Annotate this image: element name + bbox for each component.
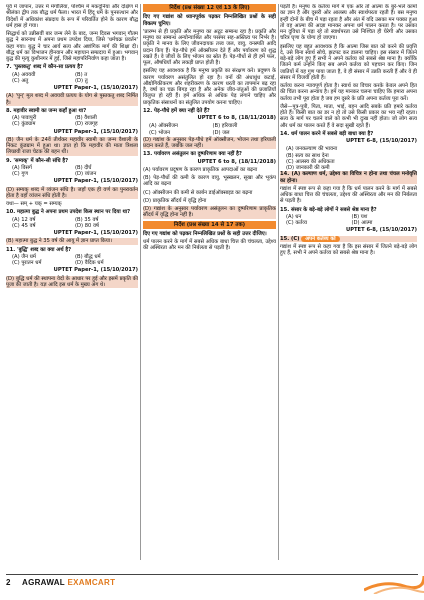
option[interactable]: (B) दीर्घ (75, 164, 92, 171)
exam-source: UPTET 6 to 8, (18/11/2018) (197, 115, 276, 121)
section-header: निर्देश (प्रश्न संख्या 12 एवं 13 के लिए) (143, 4, 276, 12)
column-middle (143, 4, 276, 564)
option[interactable]: (A) अवयवी (12, 71, 36, 78)
answer-explanation: (B) जैन धर्म के 24वें तीर्थंकर महावीर स्वामी का जन्म वैशाली के निकट कुंडग्राम में हुआ था। ज्ञात हो कि महावीर की माता त्रिशला लिच्छवी राजा चेटक की बहन थीं। (6, 136, 138, 156)
answer-explanation: (D) गद्यांश के अनुसार पर्यावरण असंतुलन का दुष्परिणाम प्राकृतिक सौंदर्य में वृद्धि होना नहीं है। (143, 206, 276, 219)
option[interactable]: (D) प्राकृतिक सौंदर्य में वृद्धि होना (143, 197, 207, 204)
option[interactable]: (D) जल (212, 129, 230, 136)
answer-detail: गद्यांश में स्पष्ट रूप से कहा गया है कि धर्म पालन करने के मार्ग में सबसे अधिक बाधा चित्त की चंचलता, उद्देश्य की अस्थिरता और मन की निर्बलता से पड़ती है। (280, 185, 417, 205)
exam-source: UPTET Paper-1, (15/10/2017) (53, 128, 138, 135)
exam-source: UPTET Paper-1, (15/10/2017) (53, 267, 138, 274)
option[interactable]: (A) 12 वर्ष (12, 216, 36, 223)
passage-paragraph: जैसे—पुत्र-पुत्री, पिता, माता, भाई, बहन आदि सबके प्रति हमारे कर्तव्य होते हैं। किसी बात का डर न हो तो उसे किसी प्रकार का भय नहीं रहता। सत्य के मार्ग पर चलने वाले को कभी भी दुःख नहीं होता। जो लोग सत्य और धर्म का पालन करते हैं वे सदा सुखी रहते हैं। (280, 103, 417, 129)
question-8-options (12, 115, 138, 128)
question-7-options (12, 72, 138, 85)
question-10-options (12, 217, 138, 230)
question-13: 13. पर्यावरण असंतुलन का दुष्परिणाम क्या नहीं है? (143, 151, 242, 158)
page-footer (0, 574, 424, 592)
question-15: 15. संसार के बड़े-बड़े लोगों ने सबसे श्रेष्ठ माना है? (280, 206, 377, 213)
option[interactable]: (C) अतु (12, 77, 29, 84)
answer-explanation: (D) गद्यांश के अनुसार पेड़-पौधे हमें ऑक्सीजन, भोजन तथा हरियाली प्रदान करते हैं, जबकि जल नहीं। (143, 136, 276, 149)
brand-logo (22, 578, 115, 587)
option[interactable]: (C) गुण (12, 171, 28, 177)
passage-paragraph: पड़ती है। मनुष्य के कर्तव्य मार्ग में एक ओर तो आत्मा के बुरे-भले कामों का ज्ञान है और दूसरी ओर आलस्य और स्वार्थपरता रहती है। बस मनुष्य इन्हीं दोनों के बीच में पड़ा रहता है और अंत में यदि उसका मन पक्का हुआ तो वह आत्मा की आज्ञा मानकर अपना धर्म पालन करता है। पर उसका मन दुविधा में पड़ा रहे तो स्वार्थपरता उसे निश्चित ही घेरेगी और उसका चरित्र घृणा के योग्य हो जाएगा। (280, 4, 417, 42)
option[interactable]: (C) कर्तव्य (286, 220, 308, 226)
passage-paragraph: इसलिए यह आवश्यक है कि मनुष्य प्रकृति का संरक्षण करे। प्रदूषण के कारण पर्यावरण असंतुलित हो रहा है। वनों की अंधाधुंध कटाई, औद्योगिकीकरण और शहरीकरण के कारण धरती का तापमान बढ़ रहा है, वर्षा का चक्र बिगड़ रहा है और अनेक जीव-जंतुओं की प्रजातियाँ विलुप्त हो रही हैं। हमें अधिक से अधिक पेड़ लगाने चाहिए और प्राकृतिक संसाधनों का संतुलित उपयोग करना चाहिए। (143, 68, 276, 106)
column-right (280, 4, 417, 564)
page-number: 2 (6, 578, 11, 587)
question-15-options (286, 214, 417, 227)
option[interactable]: (A) जनकल्याण की भावना (286, 146, 338, 153)
option[interactable]: (A) पावापुरी (12, 115, 37, 121)
option[interactable]: (B) बौद्ध धर्म (75, 253, 101, 260)
question-11: 11. 'बुद्धि' शब्द का क्या अर्थ है? (6, 246, 72, 253)
question-8: 8. महावीर स्वामी का जन्म कहाँ हुआ था? (6, 107, 87, 114)
option[interactable]: (D) जानकारी की कमी (286, 165, 330, 171)
option[interactable]: (A) पर्यावरण प्रदूषण के कारण प्राकृतिक आपदाओं का बढ़ना (143, 166, 258, 173)
exam-source: UPTET Paper-1, (15/10/2017) (53, 85, 138, 91)
exam-source: UPTET Paper-1, (15/10/2017) (53, 230, 138, 236)
option[interactable]: (C) ऑक्सीजन की कमी से कार्बन डाईऑक्साइड का बढ़ना (143, 189, 253, 196)
answer-explanation (280, 236, 417, 242)
option[interactable]: (C) भोजन (149, 129, 171, 136)
option[interactable]: (D) 80 वर्ष (75, 222, 99, 229)
column-divider (278, 4, 279, 560)
answer-label: 15. (C) (280, 235, 300, 242)
option[interactable]: (D) वैदिक धर्म (75, 260, 104, 266)
question-9-options (12, 165, 138, 178)
instruction: दिए गए गद्यांश को ध्यानपूर्वक पढ़कर निम्नलिखित प्रश्नों के सही विकल्प चुनिए। (143, 14, 276, 27)
option[interactable]: (C) पुरातन धर्म (12, 260, 42, 266)
section-header: निर्देश (प्रश्न संख्या 14 से 17 तक) (143, 221, 276, 229)
option[interactable]: (B) यश (351, 213, 368, 220)
question-10: 10. महात्मा बुद्ध ने अपना प्रथम उपदेश किस स्थान पर दिया था? (6, 209, 131, 216)
question-9: 9. 'सम्यक्' में कौन-सी संधि है? (6, 157, 69, 164)
passage-paragraph: कर्तव्य करना न्यायपूर्ण होता है। स्वार्थ का विचार करके केवल अपने हित की चिंता करना अन्याय है। हमें यह मानकर चलना चाहिए कि हमारा अपना कर्तव्य तभी पूरा होता है जब हम दूसरे के प्रति अपना कर्तव्य पूरा करें। (280, 83, 417, 102)
paragraph: पूर्व में जापान, उत्तर में मंगोलिया, पश्चिम में मकदूनिया और दक्षिण में श्रीलंका द्वीप तक बौद्ध धर्म फैला। भारत में हिंदू धर्म के पुनरुत्थान और विदेशों में अधिकांश संप्रदाय के रूप में परिवर्तित होने के कारण बौद्ध धर्म हास हो गया। (6, 4, 138, 29)
question-12: 12. पेड़-पौधे हमें क्या नहीं देते हैं? (143, 107, 210, 114)
option[interactable]: (B) त (75, 71, 88, 78)
answer-explanation: (D) सम्यक् शब्द में व्यंजन संधि है। जहाँ एक ही वर्ण का पुनरावर्तन होता है वहाँ व्यंजन संधि होती है। (6, 186, 138, 199)
option[interactable]: (D) व्यंजन (75, 171, 97, 177)
option[interactable]: (B) सत्य का साथ देना (286, 152, 329, 159)
column-divider (140, 4, 141, 560)
option[interactable]: (A) विसर्ग (12, 164, 32, 171)
footer-ornament-icon (364, 570, 424, 594)
exam-source: UPTET 6-8, (15/10/2017) (346, 227, 417, 234)
question-7: 7. 'पुस्तकतु' शब्द में कौन-सा प्रत्यय है? (6, 64, 84, 71)
question-14-options (286, 146, 417, 171)
option[interactable]: (A) जैन धर्म (12, 253, 36, 260)
option[interactable]: (D) तु (75, 77, 88, 84)
instruction: दिए गए गद्यांश को पढ़कर निम्नलिखित प्रश्नों के सही उत्तर दीजिए। (143, 230, 267, 237)
example-line: यथा— सम् + यक् = सम्यक् (6, 201, 62, 207)
brand-part-1: AGRAWAL (22, 578, 65, 587)
option[interactable]: (C) आलस्य की अधिकता (286, 158, 335, 165)
option[interactable]: (D) राजगृह (75, 121, 98, 128)
question-11-options (12, 254, 138, 267)
option[interactable]: (B) पेड़-पौधों की कमी के कारण वायु, भूस्खलन, सूखा और भूकंप आदि का बढ़ना (143, 175, 276, 188)
option[interactable]: (A) ऑक्सीजन (149, 123, 178, 130)
option[interactable]: (D) आत्मा (351, 220, 373, 226)
option[interactable]: (B) वैशाली (75, 115, 97, 121)
option[interactable]: (A) धन (286, 213, 302, 220)
option[interactable]: (C) 45 वर्ष (12, 222, 36, 229)
exam-source: UPTET 6 to 8, (18/11/2018) (197, 158, 276, 165)
question-12-options (149, 123, 276, 136)
passage-paragraph: धर्म पालन करने के मार्ग में सबसे अधिक बाधा चित्त की चंचलता, उद्देश्य की अस्थिरता और मन की निर्बलता से पड़ती है। (143, 239, 276, 252)
answer-detail: गद्यांश में स्पष्ट रूप से कहा गया है कि इस संसार में जितने बड़े-बड़े लोग हुए हैं, सभी ने अपने कर्तव्य को सबसे श्रेष्ठ माना है। (280, 243, 417, 256)
answer-label: 14. (A) (280, 171, 301, 178)
answer-highlight: अपने कर्तव्य को (301, 236, 339, 242)
column-left (6, 4, 138, 564)
exam-source: UPTET Paper-1, (15/10/2017) (53, 178, 138, 185)
question-14: 14. धर्म पालन करने में सबसे बड़ी बाधा क्या है? (280, 130, 374, 137)
option[interactable]: (B) 35 वर्ष (75, 216, 99, 223)
paragraph: सिद्धार्थ को उन्नीसवीं बार जन्म लेने के बाद, जन्म दिवस भगवान् गौतम बुद्ध ने सारनाथ में अपना प्रथम उपदेश दिया, जिसे 'धर्मचक्र प्रवर्तन' कहा गया। बुद्ध ने चार आर्य सत्य और अष्टांगिक मार्ग की शिक्षा दी। बौद्ध धर्म का विभाजन हीनयान और महायान सम्प्रदाय में हुआ। भगवान् बुद्ध की मृत्यु कुशीनगर में हुई, जिसे महापरिनिर्वाण कहा जाता है। (6, 31, 138, 62)
option[interactable]: (B) हरियाली (212, 123, 238, 130)
answer-explanation: (B) महात्मा बुद्ध ने 35 वर्ष की आयु में ज्ञान प्राप्त किया। (6, 238, 138, 244)
brand-part-2: EXAMCART (67, 578, 116, 587)
option[interactable]: (C) कुंडग्राम (12, 121, 36, 128)
passage-paragraph: इसलिए यह बहुत आवश्यक है कि आत्मा जिस बात को करने की प्रवृत्ति दे, उसे बिना स्वार्थ सोचे, झटपट कर डालना चाहिए। इस संसार में जितने बड़े-बड़े लोग हुए हैं सभी ने अपने कर्तव्य को सबसे श्रेष्ठ माना है। क्योंकि जितने कर्म उन्होंने किए सब अपने कर्तव्य को पहचान कर किए। जिन जातियों में यह गुण पाया जाता है, वे ही संसार में उन्नति करती हैं और वे ही संसार में विजयी होती हैं। (280, 43, 417, 81)
answer-explanation (280, 171, 417, 184)
answer-highlight: कल्याण धर्म, उद्देश्य का विचित्र न होना तथा चंचल मनोवृत्ति का होना। (280, 171, 417, 184)
answer-explanation: (D) बुद्धि धर्म की स्थापना वेदों के आधार पर हुई और इसमें प्रकृति की पूजा की जाती है। यज्ञ आदि इस धर्म के मुख्य अंग थे। (6, 275, 138, 288)
answer-explanation: (A) 'पुन्' मूल शब्द में अवयवी प्रत्यय के योग से पुस्तकतु शब्द निर्मित है। (6, 93, 138, 106)
exam-source: UPTET 6-8, (15/10/2017) (346, 138, 417, 144)
passage-paragraph: 'प्रारम्भ से ही प्रकृति और मनुष्य का अटूट सम्बन्ध रहा है। प्रकृति और मनुष्य का सम्बन्ध अन्योन्याश्रित और परस्पर सह-अस्तित्व पर निर्भर है। प्रकृति ने मानव के लिए जीवनदायक तत्त्व जल, वायु, वनस्पति आदि प्रदान किए हैं। पेड़-पौधे हमें ऑक्सीजन देते हैं और पर्यावरण को शुद्ध रखते हैं। वे जीवों के लिए भोजन का स्रोत हैं। पेड़-पौधों से ही हमें फल, फूल, औषधियाँ और लकड़ी प्राप्त होती है। (143, 28, 276, 66)
